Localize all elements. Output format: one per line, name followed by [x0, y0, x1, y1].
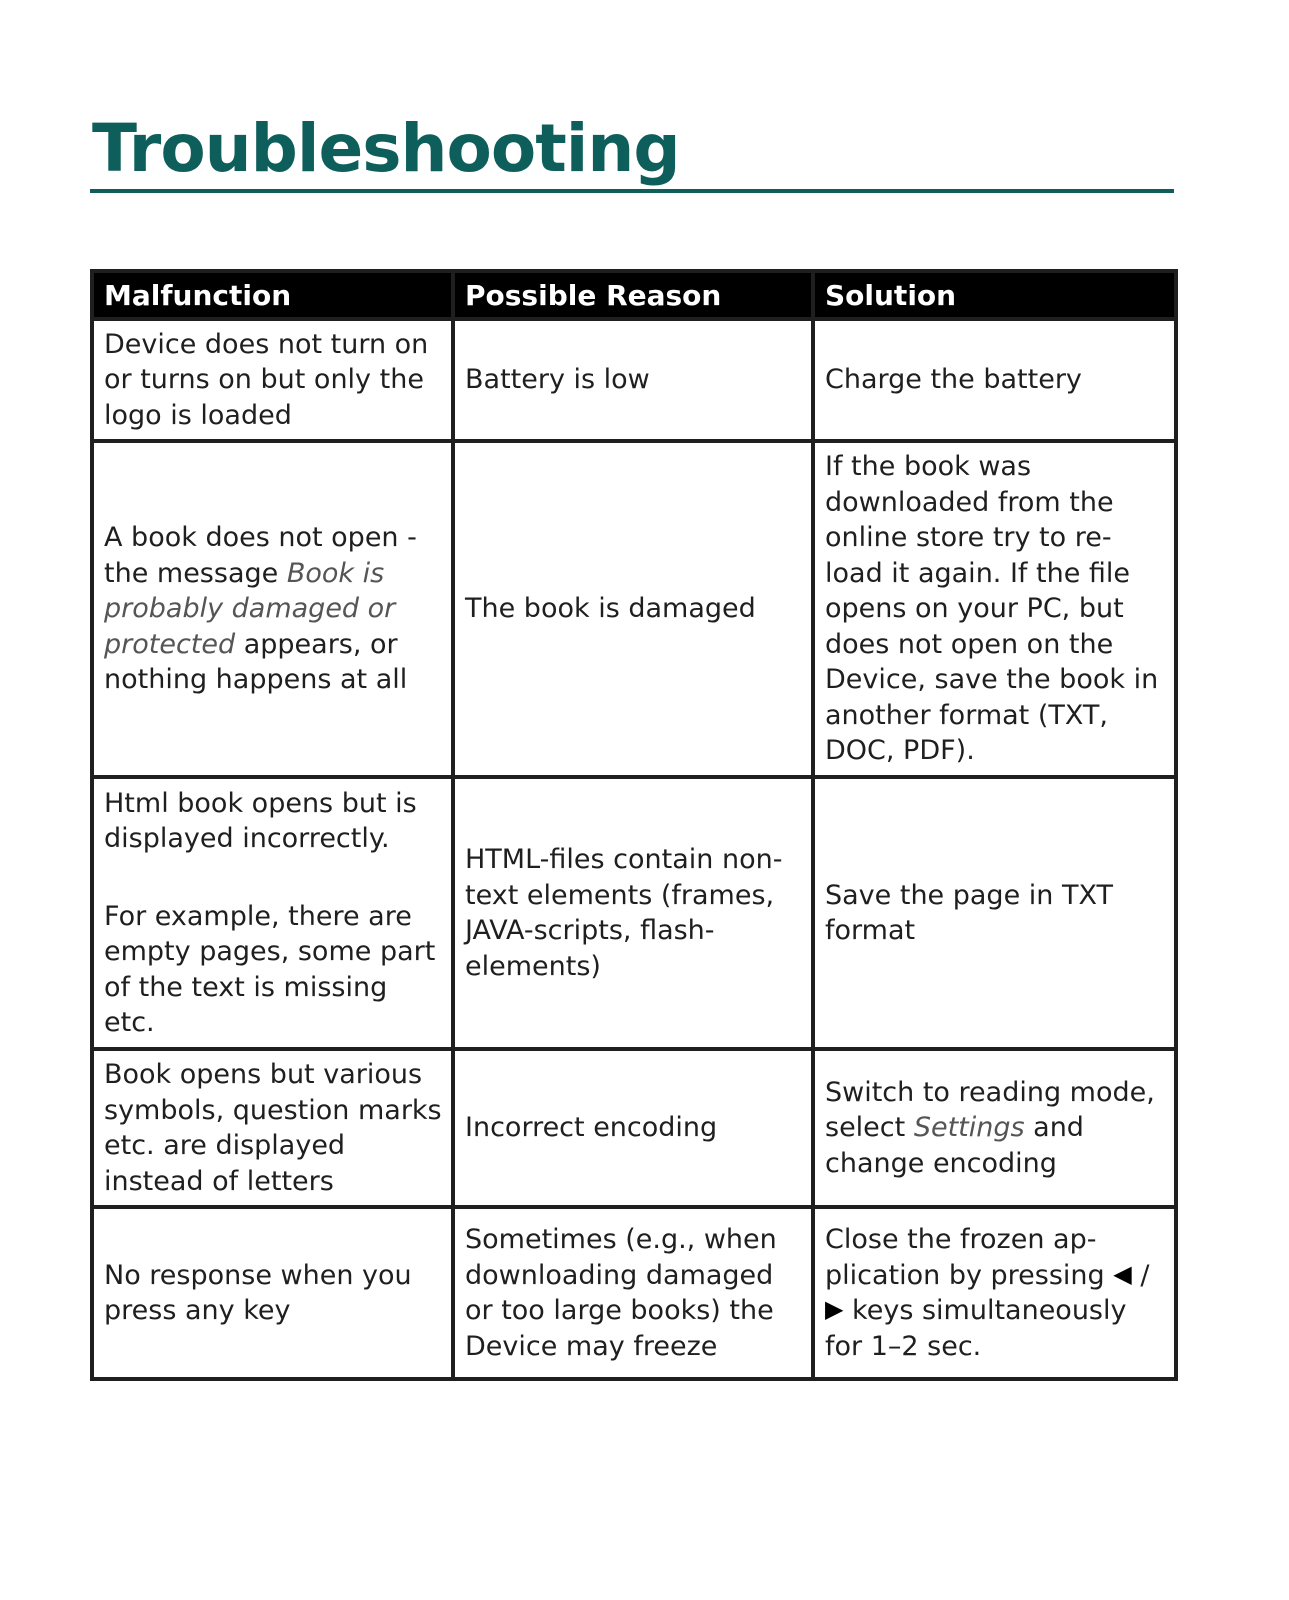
malfunction-cell: No response when you press any key — [92, 1207, 453, 1379]
header-solution: Solution — [813, 271, 1176, 319]
solution-cell — [813, 1049, 1176, 1207]
table-row — [92, 1049, 1176, 1207]
reason-cell: Sometimes (e.g., when downloading damaged or too large books) the Device may freeze — [453, 1207, 813, 1379]
malfunction-cell: Device does not turn on or turns on but only the logo is loaded — [92, 319, 453, 441]
troubleshooting-table — [90, 269, 1178, 1381]
table-row — [92, 1207, 1176, 1379]
paragraph-gap — [104, 857, 443, 899]
solution-cell: Save the page in TXT format — [813, 777, 1176, 1049]
settings-menu-emphasis: Settings — [913, 1112, 1025, 1144]
triangle-left-icon: ◀ — [1113, 1259, 1132, 1288]
page-title: Troubleshooting — [92, 110, 680, 187]
reason-cell: Incorrect encoding — [453, 1049, 813, 1207]
reason-cell: Battery is low — [453, 319, 813, 441]
solution-cell: If the book was downloaded from the online store try to re-load it again. If the file opens on your PC, but does not open on the Device, save the book in another format (TXT, DOC, PDF). — [813, 441, 1176, 777]
malfunction-cell: Book opens but various symbols, question marks etc. are displayed instead of letters — [92, 1049, 453, 1207]
solution-text: Close the frozen ap-plication by pressing — [825, 1224, 1114, 1291]
solution-text: keys simultaneously for 1–2 sec. — [825, 1295, 1127, 1362]
reason-cell: The book is damaged — [453, 441, 813, 777]
table-row — [92, 441, 1176, 777]
solution-text: and change encoding — [825, 1112, 1084, 1179]
reason-cell: HTML-files contain non-text elements (frames, JAVA-scripts, flash-elements) — [453, 777, 813, 1049]
table-header-row — [92, 271, 1176, 319]
title-underline — [90, 189, 1174, 193]
solution-text: Switch to reading mode, select — [825, 1076, 1155, 1144]
malfunction-text: Html book opens but is displayed incorrectly. — [104, 787, 417, 854]
malfunction-example-text: For example, there are empty pages, some part of the text is missing etc. — [104, 900, 436, 1038]
table-row — [92, 777, 1176, 1049]
solution-cell — [813, 1207, 1176, 1379]
malfunction-cell — [92, 441, 453, 777]
solution-cell: Charge the battery — [813, 319, 1176, 441]
key-separator: / — [1140, 1259, 1150, 1291]
header-malfunction: Malfunction — [92, 271, 453, 319]
malfunction-cell — [92, 777, 453, 1049]
table-row — [92, 319, 1176, 441]
triangle-right-icon: ▶ — [825, 1295, 844, 1323]
malfunction-text: appears, or nothing happens at all — [104, 628, 408, 696]
malfunction-text: A book does not open - the message — [104, 522, 417, 589]
error-message-emphasis: Book is probably damaged or protected — [104, 557, 396, 660]
header-possible-reason: Possible Reason — [453, 271, 813, 319]
